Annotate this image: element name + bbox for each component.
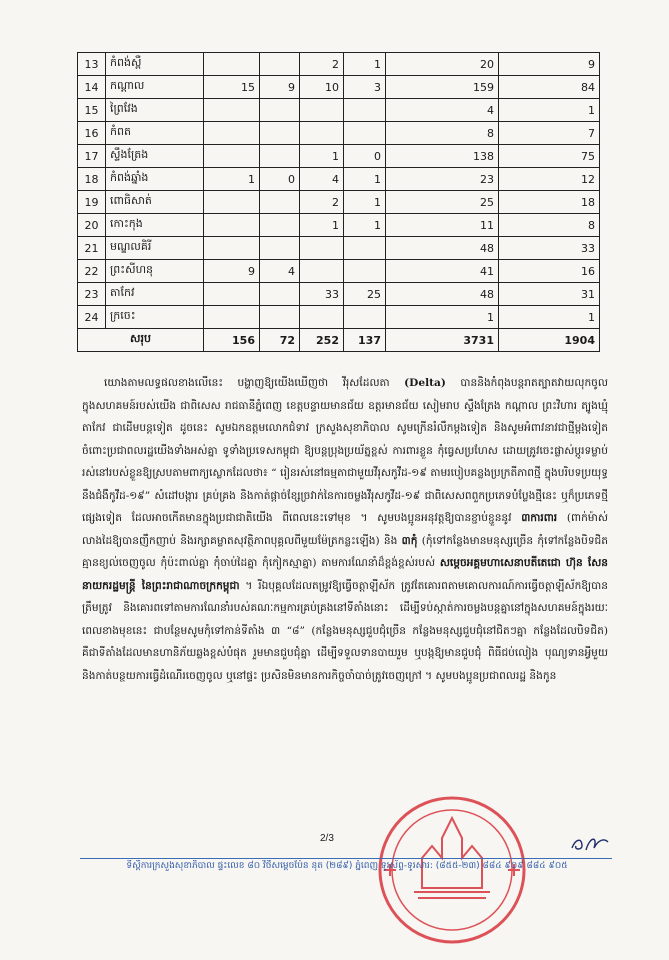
province-name: កណ្តាល [106,76,204,99]
count-cell: 48 [386,283,499,306]
province-name: ពោធិសាត់ [106,191,204,214]
count-cell [260,237,300,260]
table-row [78,237,600,260]
province-name: តាកែវ [106,283,204,306]
count-cell [204,214,260,237]
paragraph-text: បាននិងកំពុងបន្តរាតត្បាតវាយលុកចូលក្នុងសហគមន៍របស់យើង ជាពិសេស រាជធានីភ្នំពេញ ខេត្តបន្ទាយមានជ័យ ឧត្តរមានជ័យ សៀមរាប ស្ទឹងត្រែង កណ្តាល ព្រះវិហារ ត្បូងឃ្មុំ តាកែវ ជាដើមបន្តទៀត ដូចនេះ សូមឯកឧត្តមលោកជំទាវ ក្រសួងសុខាភិបាល សូមក្រើនរំលឹកម្តងទៀត និងសូមអំពាវនាវជាថ្មីម្តងទៀតចំពោះប្រជាពលរដ្ឋយើងទាំងអស់គ្នា ទូទាំងប្រទេសកម្ពុជា ឱ្យបន្តប្រុងប្រយ័ត្នខ្ពស់ ការពារខ្លួន កុំធ្វេសប្រហែស ដោយត្រូវចេះផ្លាស់ប្តូរទម្លាប់រស់នៅរបស់ខ្លួនឱ្យស្របតាមពាក្យស្លោកដែលថា៖ “ រៀនរស់នៅធម្មតាជាមួយវីរុសកូវីដ-១៩ តាមរបៀបគន្លងប្រក្រតីភាពថ្មី ក្នុងបរិបទប្រយុទ្ធនឹងជំងឺកូវីដ-១៩” សំដៅបង្ការ គ្រប់គ្រង និងកាត់ផ្តាច់ខ្សែច្រវាក់នៃការចម្លងវីរុសកូវីដ-១៩ ជាពិសេសពពួកប្រភេទបំប្លែងថ្មីនេះ ឬក៏ប្រភេទថ្មីផ្សេងទៀត ដែលអាចកើតមានក្នុងប្រជាជាតិយើង ពីពេលនេះទៅមុខ ។ សូមបងប្អូនអនុវត្តឱ្យបានខ្ជាប់ខ្ជួននូវ [82,377,608,524]
count-cell [344,122,386,145]
count-cell [260,214,300,237]
count-cell: 11 [386,214,499,237]
total-cell: 137 [344,329,386,352]
row-number: 20 [78,214,106,237]
paragraph-text: យោងតាមលទ្ធផលខាងលើនេះ បង្ហាញឱ្យយើងឃើញថា វីរុសដែលតា [104,377,405,389]
count-cell: 1 [204,168,260,191]
count-cell [260,99,300,122]
count-cell: 12 [499,168,600,191]
statistics-table [77,52,600,352]
row-number: 15 [78,99,106,122]
count-cell [300,122,344,145]
paragraph-text: (កុំទៅកន្លែងមានមនុស្សច្រើន កុំទៅកន្លែងបិទជិតគ្មានខ្យល់ចេញចូល កុំប៉ះពាល់គ្នា កុំចាប់ដៃគ្នា កុំកៀកស្មាគ្នា) តាមការណែនាំដ៏ខ្ពង់ខ្ពស់របស់ [82,534,608,569]
row-number: 18 [78,168,106,191]
count-cell [260,191,300,214]
row-number: 19 [78,191,106,214]
total-cell: 252 [300,329,344,352]
count-cell [300,306,344,329]
count-cell [260,122,300,145]
count-cell: 25 [386,191,499,214]
table-row [78,76,600,99]
count-cell: 2 [300,53,344,76]
count-cell: 0 [344,145,386,168]
count-cell [300,237,344,260]
count-cell: 20 [386,53,499,76]
count-cell: 9 [204,260,260,283]
count-cell [204,122,260,145]
count-cell: 4 [386,99,499,122]
count-cell [300,99,344,122]
province-name: កំពង់ឆ្នាំង [106,168,204,191]
paragraph-text: ។ រីឯបុគ្គលដែលតម្រូវឱ្យធ្វើចត្តាឡីស័ក ត្រូវតែគោរពតាមគោលការណ៍ការធ្វើចត្តាឡីស័កឱ្យបានត្រឹមត្រូវ និងគោរពទៅតាមការណែនាំរបស់គណៈកម្មការគ្រប់គ្រងនៅទីតាំងនោះ ដើម្បីទប់ស្កាត់ការចម្លងបន្តគ្នានៅក្នុងសហគមន៍ក្នុងរយៈពេលខាងមុខនេះ ជាបន្ថែមសូមកុំទៅកាន់ទីតាំង ៣ “៨” (កន្លែងមនុស្សជួបជុំច្រើន កន្លែងមនុស្សជួបជុំនៅជិតៗគ្នា កន្លែងដែលបិទជិត) គឺជាទីតាំងដែលមានហានិភ័យឆ្លងខ្ពស់បំផុត រួមមានជួបជុំគ្នា ដើម្បីទទួលទានបាយរួម ឬបង្កឱ្យមានជួបជុំ ពិធីជប់លៀង បុណ្យទានអ្វីមួយ និងកាត់បន្ថយការធ្វើដំណើរចេញចូល ឬនៅផ្ទះ ប្រសិនមិនមានការកិច្ចចាំបាច់ត្រូវចេញក្រៅ ។ សូមបងប្អូនប្រជាពលរដ្ឋ និងកូន [82,579,608,682]
count-cell [260,145,300,168]
count-cell [260,53,300,76]
count-cell: 0 [260,168,300,191]
table-row [78,99,600,122]
count-cell [260,283,300,306]
count-cell [204,53,260,76]
count-cell: 15 [204,76,260,99]
count-cell: 138 [386,145,499,168]
count-cell: 1 [344,53,386,76]
delta-term: (Delta) [404,377,446,389]
table-row [78,191,600,214]
count-cell: 1 [386,306,499,329]
count-cell [260,306,300,329]
total-cell: 72 [260,329,300,352]
row-number: 17 [78,145,106,168]
province-name: ព្រះសីហនុ [106,260,204,283]
table-row [78,122,600,145]
province-name: មណ្ឌលគិរី [106,237,204,260]
row-number: 14 [78,76,106,99]
count-cell: 33 [499,237,600,260]
count-cell [300,260,344,283]
count-cell [204,306,260,329]
page-number: 2/3 [320,833,334,844]
total-cell: 3731 [386,329,499,352]
row-number: 13 [78,53,106,76]
province-name: កំពត [106,122,204,145]
count-cell: 4 [300,168,344,191]
total-label: សរុប [78,329,204,352]
count-cell [344,306,386,329]
province-name: ព្រៃវែង [106,99,204,122]
count-cell [204,99,260,122]
count-cell: 31 [499,283,600,306]
count-cell: 33 [300,283,344,306]
province-name: ស្ទឹងត្រែង [106,145,204,168]
count-cell [204,191,260,214]
table-body [78,53,600,352]
count-cell: 8 [499,214,600,237]
count-cell: 48 [386,237,499,260]
footer-address: ទីស្តីការក្រសួងសុខាភិបាល ផ្ទះលេខ ៨០ វិថីសម្តេចប៉ែន នុត (២៨៩) ភ្នំពេញ ទូរស័ព្ទ-ទូរសារ: (៨៥៥-២៣) ៨៨៤ ៩០៩ ៨៨៤ ៩០៥ [126,861,568,871]
count-cell: 1 [300,145,344,168]
row-number: 22 [78,260,106,283]
total-row [78,329,600,352]
count-cell: 25 [344,283,386,306]
count-cell: 1 [499,99,600,122]
count-cell: 18 [499,191,600,214]
three-protections: ៣ការពារ [521,512,558,524]
count-cell: 2 [300,191,344,214]
count-cell: 75 [499,145,600,168]
count-cell: 7 [499,122,600,145]
count-cell [344,237,386,260]
row-number: 24 [78,306,106,329]
total-cell: 1904 [499,329,600,352]
count-cell: 1 [344,168,386,191]
count-cell: 1 [499,306,600,329]
count-cell: 41 [386,260,499,283]
table-row [78,283,600,306]
row-number: 23 [78,283,106,306]
table-row [78,260,600,283]
count-cell: 1 [344,191,386,214]
row-number: 16 [78,122,106,145]
count-cell: 23 [386,168,499,191]
prime-minister-title: សម្តេចអគ្គមហាសេនាបតីតេជោ ហ៊ុន សែន នាយករដ្ឋមន្ត្រី នៃព្រះរាជាណាចក្រកម្ពុជា [82,557,609,592]
count-cell: 159 [386,76,499,99]
table-row [78,145,600,168]
paragraph-text: (ពាក់ម៉ាស់ លាងដៃឱ្យបានញឹកញាប់ និងរក្សាគម្លាតសុវត្ថិភាពបុគ្គលពីមួយម៉ែត្រកន្លះឡើង) និង [82,512,608,547]
count-cell: 10 [300,76,344,99]
province-name: ក្រចេះ [106,306,204,329]
count-cell: 1 [300,214,344,237]
count-cell: 84 [499,76,600,99]
count-cell [204,283,260,306]
count-cell: 1 [344,214,386,237]
count-cell [344,260,386,283]
count-cell: 3 [344,76,386,99]
table-row [78,168,600,191]
count-cell: 9 [260,76,300,99]
total-cell: 156 [204,329,260,352]
table-row [78,306,600,329]
count-cell [204,145,260,168]
count-cell: 4 [260,260,300,283]
footer-divider [80,858,612,859]
count-cell [344,99,386,122]
province-name: កោះកុង [106,214,204,237]
count-cell: 16 [499,260,600,283]
body-paragraph [82,372,608,687]
count-cell: 9 [499,53,600,76]
table-row [78,53,600,76]
count-cell [204,237,260,260]
row-number: 21 [78,237,106,260]
province-name: កំពង់ស្ពឺ [106,53,204,76]
three-donts: ៣កុំ [401,534,418,547]
table-row [78,214,600,237]
signature-initials [570,834,610,854]
count-cell: 8 [386,122,499,145]
